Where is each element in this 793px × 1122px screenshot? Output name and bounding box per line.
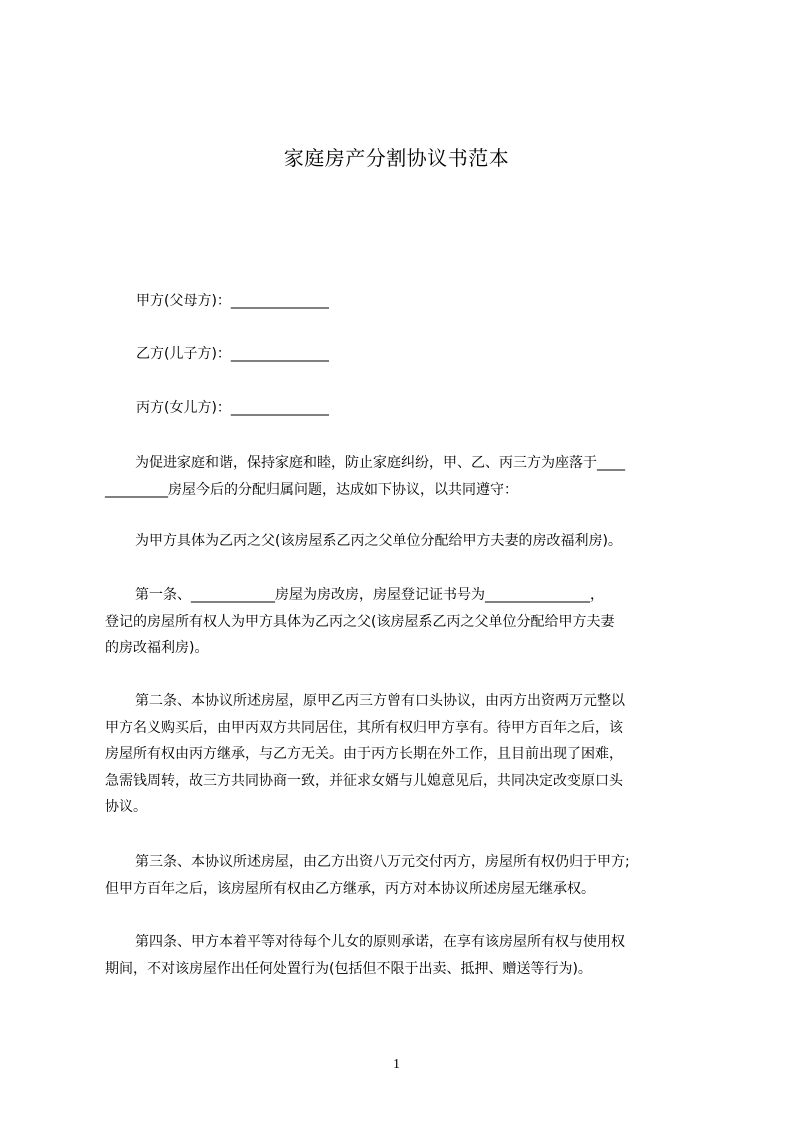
article-3-line: 第三条、本协议所述房屋，由乙方出资八万元交付丙方，房屋所有权仍归于甲方;	[135, 854, 630, 870]
article-1-line: 第一条、____________房屋为房改房，房屋登记证书号为_______________，	[135, 587, 604, 603]
article-4-line: 期间，不对该房屋作出任何处置行为(包括但不限于出卖、抵押、赠送等行为)。	[105, 960, 592, 977]
article-1-paragraph	[105, 582, 705, 662]
note-paragraph	[105, 528, 705, 555]
article-2-line: 急需钱周转，故三方共同协商一致，并征求女婿与儿媳意见后，共同决定改变原口头	[105, 772, 623, 789]
article-2-line: 协议。	[105, 799, 147, 815]
article-2-line: 第二条、本协议所述房屋，原甲乙丙三方曾有口头协议，由丙方出资两万元整以	[135, 693, 625, 709]
preamble-line: _________房屋今后的分配归属问题，达成如下协议，以共同遵守：	[105, 481, 518, 498]
article-2-paragraph	[105, 688, 705, 821]
article-4-paragraph	[105, 929, 705, 982]
party-b-line: 乙方(儿子方)：______________	[136, 346, 329, 362]
article-2-line: 房屋所有权由丙方继承，与乙方无关。由于丙方长期在外工作，且目前出现了困难，	[105, 746, 623, 762]
party-c-line: 丙方(女儿方)：______________	[136, 400, 329, 416]
article-1-line: 的房改福利房)。	[105, 640, 209, 656]
article-3-paragraph	[105, 849, 705, 902]
note-line: 为甲方具体为乙丙之父(该房屋系乙丙之父单位分配给甲方夫妻的房改福利房)。	[135, 533, 622, 549]
article-1-line: 登记的房屋所有权人为甲方具体为乙丙之父(该房屋系乙丙之父单位分配给甲方夫妻	[105, 613, 615, 630]
preamble-line: 为促进家庭和谐，保持家庭和睦，防止家庭纠纷，甲、乙、丙三方为座落于____	[135, 455, 625, 471]
page-number: 1	[393, 1057, 400, 1072]
party-a-line: 甲方(父母方)：______________	[136, 293, 329, 309]
preamble-paragraph	[105, 450, 705, 503]
article-4-line: 第四条、甲方本着平等对待每个儿女的原则承诺，在享有该房屋所有权与使用权	[135, 934, 625, 950]
article-3-line: 但甲方百年之后，该房屋所有权由乙方继承，丙方对本协议所述房屋无继承权。	[105, 880, 595, 897]
document-title: 家庭房产分割协议书范本	[283, 146, 510, 170]
article-2-line: 甲方名义购买后，由甲丙双方共同居住，其所有权归甲方享有。待甲方百年之后，该	[105, 719, 623, 736]
